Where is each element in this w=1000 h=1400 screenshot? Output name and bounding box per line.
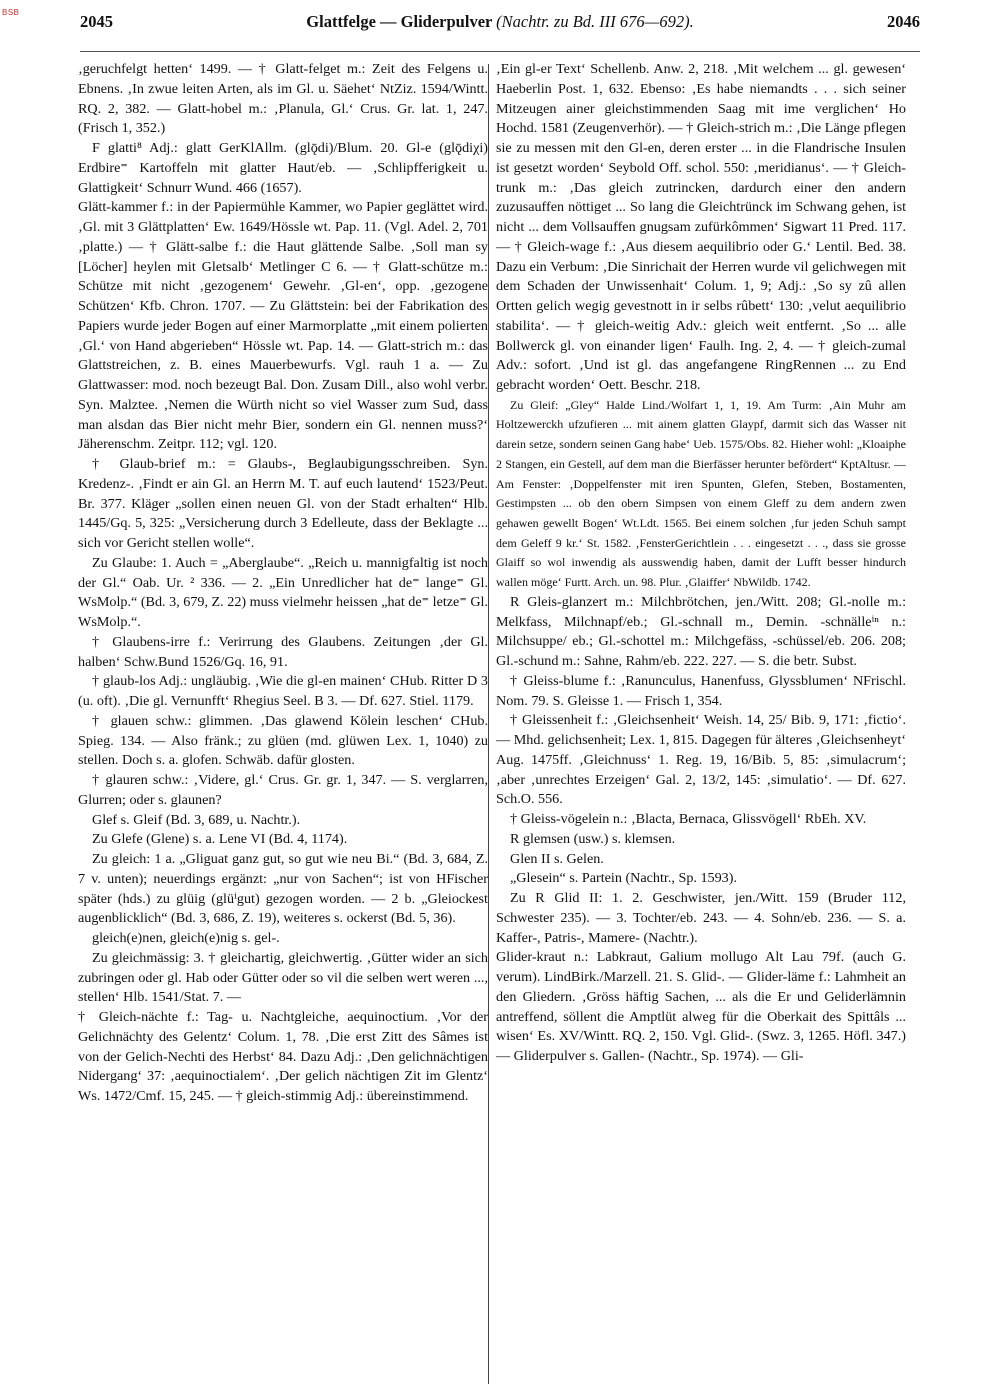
entry-paragraph: † Glaubens-irre f.: Verirrung des Glaubens. Zeitungen ‚der Gl. halben‘ Schw.Bund 1526/Gq. 16, 91. bbox=[78, 633, 488, 670]
entry-paragraph: † Gleissenheit f.: ‚Gleichsenheit‘ Weish. 14, 25/ Bib. 9, 171: ‚fictio‘. — Mhd. gelichsenheit; Lex. 1, 815. Dagegen für älteres ‚Gleichsenheyt‘ Aug. 1475ff. ‚Gleichnuss‘ 1. Reg. 19, 16/Bib. 5, 85: ‚simulacrum‘; ‚aber ‚unrechtes Erzeigen‘ Gal. 2, 13/2, 145: ‚simulatio‘. — Df. 627. Sch.O. 556. bbox=[496, 712, 906, 808]
entry-paragraph: † Gleich-nächte f.: Tag- u. Nachtgleiche, aequinoctium. ‚Vor der Gelichnächty des Gelentz‘ Colum. 1, 78. ‚Die erst Zitt des Sâmes ist von der Gelich-Nechti des Herbst‘ 84. Dazu Adj.: ‚Den gelichnächtigen Nidergang‘ 37: ‚aequinoctialem‘. ‚Der gelich nächtigen Zit im Glentz‘ Ws. 1472/Cmf. 15, 245. — † gleich-stimmig Adj.: übereinstimmend. bbox=[78, 1009, 488, 1104]
entry-paragraph: † Glaub-brief m.: = Glaubs-, Beglaubigungsschreiben. Syn. Kredenz-. ‚Findt er ain Gl. an Herrn M. T. auf euch lautend‘ 1523/Peut. Br. 377. Kläger „sollen einen neuen Gl. von der Stadt erhalten“ Hlb. 1445/Gq. 5, 325: „Versicherung durch 3 Edelleute, dass der Beklagte ... sich vor Gericht stellen wolle“. bbox=[78, 456, 488, 551]
page-header bbox=[80, 12, 920, 36]
entry-paragraph: † glauen schw.: glimmen. ‚Das glawend Kölein leschen‘ CHub. Spieg. 134. — Also fränk.; zu glüen (md. glüwen Lex. 1, 1040) zu stellen. Doch s. a. glofen. Schwäb. dafür glosten. bbox=[78, 712, 488, 769]
page-number-left: 2045 bbox=[80, 12, 113, 31]
entry-paragraph: † glauren schw.: ‚Videre, gl.‘ Crus. Gr. gr. 1, 347. — S. verglarren, Glurren; oder s. glaunen? bbox=[78, 772, 488, 808]
running-title-text: Glattfelge — Gliderpulver bbox=[306, 12, 493, 31]
entry-paragraph: † Gleiss-vögelein n.: ‚Blacta, Bernaca, Glissvögell‘ RbEh. XV. bbox=[510, 811, 867, 828]
entry-paragraph: Zu gleichmässig: 3. † gleichartig, gleichwertig. ‚Gütter wider an sich zubringen oder gl. Hab oder Gütter oder so vil die selben wert weren ..., stellen‘ Hlb. 1541/Stat. 7. — bbox=[78, 949, 488, 1006]
entry-paragraph: F glatti⁸ Adj.: glatt GerKlAllm. (glǭdi)/Blum. 20. Gl-e (glǭdiχi) Erdbire⁼ Kartoffeln mit glatter Haut/eb. — ‚Schlipfferigkeit u. Glattigkeit‘ Schnurr Wund. 466 (1657). bbox=[78, 140, 488, 196]
entry-paragraph: Zu Glefe (Glene) s. a. Lene VI (Bd. 4, 1174). bbox=[92, 831, 348, 848]
library-stamp: BSB bbox=[2, 8, 20, 17]
entry-paragraph: R glemsen (usw.) s. klemsen. bbox=[510, 830, 676, 847]
entry-paragraph: † glaub-los Adj.: ungläubig. ‚Wie die gl-en mainen‘ CHub. Ritter D 3 (u. oft). ‚Die gl. Vernunfft‘ Rhegius Seel. B 3. — Df. 627. Stiel. 1179. bbox=[78, 673, 488, 709]
entry-paragraph: „Glesein“ s. Partein (Nachtr., Sp. 1593). bbox=[510, 870, 737, 887]
entry-paragraph: Zu Gleif: „Gley“ Halde Lind./Wolfart 1, 1, 19. Am Turm: ‚Ain Muhr am Holtzewerckh ufzufieren ... mit ainem glatten Glaypf, darmit sich das Wasser nit darein setze, sondern seinen Gang habe‘ Ueb. 1575/Obs. 82. Hieher wohl: „Kloaiphe 2 Stangen, ein Gestell, auf dem man die Bierfässer herunter befördert“ KptAltusr. — Am Fenster: ‚Doppelfenster mit iren Spunten, Glefen, Steben, Bostamenten, Gestimpsten ... ob den obern Simpsen von einem Gleff zu dem andern zwen gehawen gewellt Bogen‘ Wt.Ldt. 1565. Bei einem solchen ‚fur jeden Schuh sampt dem Geleff 9 kr.‘ St. 1582. ‚FensterGerichtlein . . . eingesetzt . . ., dass sie grosse Glaiff so wol inwendig als ausswendig haben, damit der Lufft besser hindurch wallen möge‘ Furtt. Arch. un. 98. Plur. ‚Glaiffer‘ NbWildb. 1742. bbox=[496, 397, 906, 590]
running-title bbox=[80, 12, 920, 32]
entry-paragraph: † Gleiss-blume f.: ‚Ranunculus, Hanenfuss, Glyssblumen‘ NFrischl. Nom. 79. S. Gleisse 1. — Frisch 1, 354. bbox=[496, 672, 906, 709]
page-number-right: 2046 bbox=[887, 12, 920, 31]
running-title-subtitle: (Nachtr. zu Bd. III 676—692). bbox=[496, 12, 694, 31]
entry-paragraph: Glen II s. Gelen. bbox=[510, 850, 604, 867]
entry-paragraph: R Gleis-glanzert m.: Milchbrötchen, jen./Witt. 208; Gl.-nolle m.: Melkfass, Milchnapf/eb.; Gl.-schnall m., Demin. -schnälleⁱⁿ n.: Milchsuppe/ eb.; Gl.-schottel m.: Milchgefäss, -schüssel/eb. 206. 208; Gl.-schund m.: Sahne, Rahm/eb. 222. 227. — S. die betr. Subst. bbox=[496, 593, 906, 670]
header-rule bbox=[80, 51, 920, 52]
entry-paragraph: ‚geruchfelgt hetten‘ 1499. — † Glatt-felget m.: Zeit des Felgens u. Ebnens. ‚In zwue leiten Arten, als im Gl. u. Säehet‘ NtZiz. 1594/Wintt. RQ. 2, 382. — Glatt-hobel m.: ‚Planula, Gl.‘ Crus. Gr. lat. 1, 247. (Frisch 1, 352.) bbox=[78, 61, 488, 137]
right-column bbox=[496, 60, 906, 1388]
entry-paragraph: Zu Glaube: 1. Auch = „Aberglaube“. „Reich u. mannigfaltig ist noch der Gl.“ Oab. Ur. ² 336. — 2. „Ein Unredlicher hat de⁼ lange⁼ Gl. WsMolp.“ (Bd. 3, 679, Z. 22) muss vielmehr heissen „hat de⁼ letze⁼ Gl. WsMolp.“. bbox=[78, 554, 488, 630]
entry-paragraph: Zu R Glid II: 1. 2. Geschwister, jen./Witt. 159 (Bruder 112, Schwester 235). — 3. Tochter/eb. 243. — 4. Sohn/eb. 236. — S. a. Kaffer-, Patris-, Mamere- (Nachtr.). bbox=[496, 890, 906, 946]
entry-paragraph: Glätt-kammer f.: in der Papiermühle Kammer, wo Papier geglättet wird. ‚Gl. mit 3 Glättplatten‘ Ew. 1649/Hössle wt. Pap. 11. (Vgl. Adel. 2, 701 ‚platte.) — † Glätt-salbe f.: die Haut glättende Salbe. ‚Soll man sy [Löcher] heylen mit Gletsalb‘ Metlinger C 6. — † Glatt-schütze m.: Schütze mit nicht ‚gezogenem‘ Gewehr. ‚Gl-en‘, opp. ‚gezogene Schützen‘ Kfb. Chron. 1707. — Zu Glättstein: bei der Fabrikation des Papiers wurde jeder Bogen auf einer Marmorplatte „mit einem polierten ‚Gl.‘ von Hand abgerieben“ Hössle wt. Pap. 14. — Glatt-strich m.: das Glattstreichen, z. B. eines Mauerbewurfs. Vgl. rauh 1 a. — Zu Glattwasser: mod. noch bezeugt Bal. Don. Zusam Dill., also wohl verbr. Syn. Malztee. ‚Nemen die Würth nicht so viel Wasser zum Sud, dass man alsdan das Bier nicht mehr Bier, sondern ein Gl. nennen muss?‘ Jäherenschm. Zeitpr. 112; vgl. 120. bbox=[78, 199, 488, 453]
entry-paragraph: Glef s. Gleif (Bd. 3, 689, u. Nachtr.). bbox=[92, 811, 301, 828]
entry-paragraph: Glider-kraut n.: Labkraut, Galium mollugo Alt Lau 79f. (auch G. verum). LindBirk./Marzell. 21. S. Glid-. — Glider-läme f.: Lahmheit an den Gliedern. ‚Gröss häftig Sachen, ... als die Er und Geliderlämnin antreffend, söllent die Amptlüt alweg für die Oberkait des Spittâls ... wisen‘ Es. XV/Wintt. RQ. 2, 150. Vgl. Glid-. (Swz. 3, 1265. Höfl. 347.) — Gliderpulver s. Gallen- (Nachtr., Sp. 1974). — Gli- bbox=[496, 949, 906, 1065]
left-column bbox=[78, 60, 488, 1388]
entry-paragraph: gleich(e)nen, gleich(e)nig s. gel-. bbox=[92, 930, 280, 946]
entry-paragraph: Zu gleich: 1 a. „Gliguat ganz gut, so gut wie neu Bi.“ (Bd. 3, 684, Z. 7 v. unten); neuerdings ergänzt: „nur von Sachen“; ist von HFischer später (hds.) zu glüig (glüⁱgut) gezogen worden. — 2 b. „Gleiockest augenblicklich“ (Bd. 3, 686, Z. 19), weiteres s. ockerst (Bd. 5, 36). bbox=[78, 851, 488, 927]
column-divider bbox=[488, 64, 489, 1384]
entry-paragraph: ‚Ein gl-er Text‘ Schellenb. Anw. 2, 218. ‚Mit welchem ... gl. gewesen‘ Haeberlin Post. 1, 632. Ebenso: ‚Es habe niemandts . . . sich seiner Mitzeugen ainer gleichstimmenden Saag mit ime verglichen‘ Ho Hochd. 1581 (Zeugenverhör). — † Gleich-strich m.: ‚Die Länge pflegen sie zu messen mit den Gl-en, deren erster ... in die Flandrische Insulen ist gesetzt worden‘ Seybold Off. schol. 550: ‚meridianus‘. — † Gleich-trunk m.: ‚Das gleich zutrincken, dardurch einer den andern zuzusauffen nöttiget ... So lang die Gleichtrünck im Schwang gehen, ist nicht ... dem Vollsauffen gnugsam zufürkômmen‘ Sigwart 11 Pred. 117. — † Gleich-wage f.: ‚Aus diesem aequilibrio oder G.‘ Lentil. Bed. 38. Dazu ein Verbum: ‚Die Sinrichait der Herren wurde vil gelichwegen mit dem Schaden der Unwissenhait‘ Colum. 1, 9; Adj.: ‚So sy zû allen Ortten gelich wegig gevestnott in ir selbs rûbett‘ 130: ‚velut aequilibrio stabilita‘. — † gleich-weitig Adv.: gleich weit entfernt. ‚So ... alle Bollwerck gl. von einander ligen‘ Faulh. Ing. 2, 4. — † gleich-zumal Adv.: sofort. ‚Und ist gl. das angefangene RingRennen ... zu End gebracht worden‘ Oett. Beschr. 218. bbox=[496, 61, 906, 393]
